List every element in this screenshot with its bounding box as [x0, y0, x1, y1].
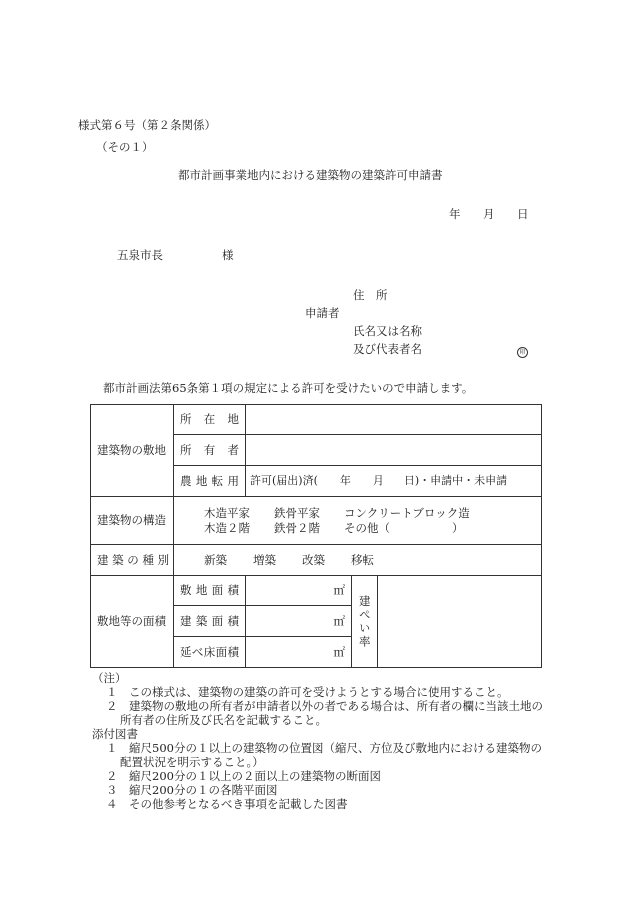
building-area-input[interactable] — [246, 606, 352, 637]
kind-options[interactable] — [174, 545, 542, 576]
attachments-heading: 添付図書 — [92, 727, 138, 741]
date-year-label: 年 — [449, 207, 461, 221]
site-area-unit: ㎡ — [333, 583, 345, 598]
kind-option-new[interactable]: 新築 — [204, 552, 227, 567]
location-label-cell — [174, 405, 246, 435]
site-label: 建築物の敷地 — [97, 443, 166, 458]
coverage-label-cell — [352, 576, 378, 668]
structure-options-row1 — [204, 506, 535, 521]
kind-option-extend[interactable]: 増築 — [253, 552, 276, 567]
farmland-status-prefix: 許可(届出)済( — [250, 474, 318, 488]
attachment-1-continued: 配置状況を明示すること。） — [120, 755, 264, 769]
floor-area-unit: ㎡ — [333, 644, 345, 659]
table-row — [91, 497, 542, 545]
owner-label-cell — [174, 435, 246, 466]
date-month-label: 月 — [483, 207, 495, 221]
structure-label: 建築物の構造 — [97, 513, 166, 528]
farmland-label: 農 地 転 用 — [180, 473, 239, 488]
site-label-cell — [91, 405, 174, 497]
date-day-label: 日 — [517, 207, 529, 221]
kind-label: 建 築 の 種 別 — [97, 552, 170, 567]
applicant-label: 申請者 — [305, 306, 340, 320]
application-table — [90, 404, 542, 668]
seal-icon: 印 — [517, 347, 528, 358]
farmland-year-label: 年 — [339, 474, 351, 488]
structure-option-concrete-block[interactable]: コンクリートブロック造 — [344, 505, 470, 520]
structure-option-steel-2f[interactable]: 鉄骨２階 — [274, 520, 320, 535]
site-area-input[interactable] — [246, 576, 352, 606]
applicant-name-label: 氏名又は名称 — [353, 324, 422, 338]
farmland-status-suffix: 日)・申請中・未申請 — [403, 474, 508, 488]
table-row — [91, 545, 542, 576]
structure-options[interactable] — [174, 497, 542, 545]
notes-section — [92, 671, 552, 811]
farmland-status[interactable] — [246, 466, 542, 497]
building-area-label-cell — [174, 606, 246, 637]
structure-options-row2 — [204, 521, 535, 536]
document-title: 都市計画事業地内における建築物の建築許可申請書 — [178, 168, 443, 182]
structure-option-wood-1f[interactable]: 木造平家 — [204, 505, 250, 520]
table-row — [91, 576, 542, 606]
kind-label-cell — [91, 545, 174, 576]
floor-area-label: 延べ床面積 — [180, 644, 239, 659]
applicant-address-label: 住 所 — [353, 288, 388, 302]
building-area-unit: ㎡ — [333, 613, 345, 628]
attachment-2: ２ 縮尺200分の１以上の２面以上の建築物の断面図 — [106, 769, 381, 783]
floor-area-input[interactable] — [246, 637, 352, 668]
kind-option-relocate[interactable]: 移転 — [351, 552, 374, 567]
note-1: １ この様式は、建築物の建築の許可を受けようとする場合に使用すること。 — [106, 685, 509, 699]
attachment-1: １ 縮尺500分の１以上の建築物の位置図（縮尺、方位及び敷地内における建築物の — [106, 741, 542, 755]
area-label: 敷地等の面積 — [97, 614, 166, 629]
building-area-label: 建 築 面 積 — [180, 613, 239, 628]
table-row — [91, 405, 542, 435]
attachment-4: ４ その他参考となるべき事項を記載した図書 — [106, 797, 348, 811]
structure-label-cell — [91, 497, 174, 545]
farmland-month-label: 月 — [372, 474, 384, 488]
location-input[interactable] — [246, 405, 542, 435]
seal-mark — [517, 343, 528, 358]
farmland-label-cell — [174, 466, 246, 497]
intro-statement: 都市計画法第65条第１項の規定による許可を受けたいので申請します。 — [103, 381, 474, 395]
structure-option-other-close: ） — [452, 520, 464, 535]
addressee-honorific: 様 — [222, 248, 234, 262]
coverage-label: 建ぺい率 — [357, 594, 372, 649]
owner-input[interactable] — [246, 435, 542, 466]
site-area-label: 敷 地 面 積 — [180, 583, 239, 598]
site-area-label-cell — [174, 576, 246, 606]
note-2: ２ 建築物の敷地の所有者が申請者以外の者である場合は、所有者の欄に当該土地の — [106, 699, 543, 713]
structure-option-other[interactable]: その他（ — [344, 520, 390, 535]
notes-heading: （注） — [92, 671, 127, 685]
kind-option-rebuild[interactable]: 改築 — [302, 552, 325, 567]
coverage-input[interactable] — [378, 576, 542, 668]
structure-option-steel-1f[interactable]: 鉄骨平家 — [274, 505, 320, 520]
floor-area-label-cell — [174, 637, 246, 668]
structure-option-wood-2f[interactable]: 木造２階 — [204, 520, 250, 535]
owner-label: 所 有 者 — [180, 442, 239, 457]
addressee-name: 五泉市長 — [117, 248, 163, 262]
form-number: 様式第６号（第２条関係） — [78, 118, 216, 132]
location-label: 所 在 地 — [180, 412, 239, 427]
attachment-3: ３ 縮尺200分の１の各階平面図 — [106, 783, 278, 797]
form-sub-number: （その１） — [96, 140, 154, 154]
note-2-continued: 所有者の住所及び氏名を記載すること。 — [120, 713, 327, 727]
area-label-cell — [91, 576, 174, 668]
applicant-rep-label: 及び代表者名 — [353, 342, 422, 356]
